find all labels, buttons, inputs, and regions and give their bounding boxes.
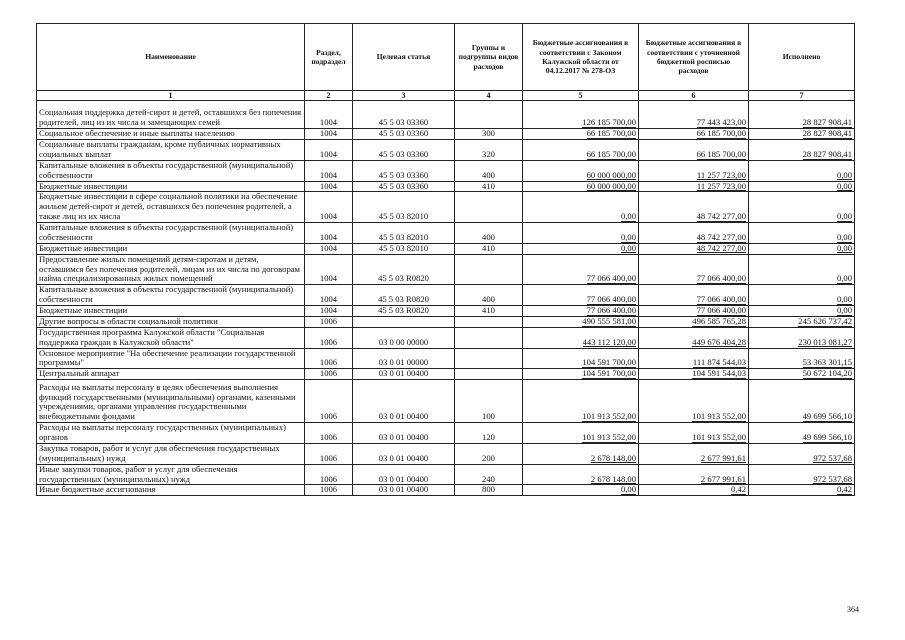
header-refined-allocation: Бюджетные ассигнования в соответствии с уточненной бюджетной росписью расходов: [639, 24, 749, 91]
row-target-article: 03 0 01 00400: [353, 485, 455, 496]
amount-value: 0,00: [836, 231, 852, 242]
row-target-article: 45 5 03 03360: [353, 140, 455, 161]
column-number: 1: [37, 91, 305, 101]
row-refined-allocation: [639, 181, 749, 192]
row-law-allocation: [523, 348, 639, 369]
row-law-allocation: [523, 369, 639, 380]
row-executed: [749, 285, 855, 306]
amount-value: 104 591 544,03: [692, 368, 746, 379]
amount-value: 0,00: [836, 243, 852, 253]
table-header-row: [37, 24, 855, 91]
amount-value: 28 827 908,41: [802, 117, 852, 128]
row-executed: [749, 254, 855, 285]
amount-value: 126 185 700,00: [582, 117, 636, 128]
header-target: Целевая статья: [353, 24, 455, 91]
table-body: [37, 101, 855, 496]
row-expense-group: 240: [455, 464, 523, 485]
amount-value: 0,42: [730, 484, 746, 495]
amount-value: 77 066 400,00: [586, 305, 636, 316]
row-expense-group: 410: [455, 306, 523, 317]
amount-value: 11 257 723,00: [696, 169, 746, 180]
amount-value: 77 066 400,00: [586, 294, 636, 305]
amount-value: 101 913 552,00: [692, 411, 746, 422]
table-row: [37, 129, 855, 140]
row-name: Бюджетные инвестиции: [37, 306, 305, 317]
amount-value: 101 913 552,00: [692, 432, 746, 443]
row-refined-allocation: [639, 369, 749, 380]
row-section: 1006: [305, 423, 353, 444]
row-name: Капитальные вложения в объекты государственной (муниципальной) собственности: [37, 223, 305, 244]
row-name: Капитальные вложения в объекты государственной (муниципальной) собственности: [37, 160, 305, 181]
table-row: [37, 327, 855, 348]
amount-value: 2 678 148,00: [590, 473, 636, 484]
amount-value: 0,00: [620, 211, 636, 222]
header-group: Группы и подгруппы видов расходов: [455, 24, 523, 91]
row-target-article: 45 5 03 R0820: [353, 285, 455, 306]
row-name: Государственная программа Калужской области "Социальная поддержка граждан в Калужской области": [37, 327, 305, 348]
row-executed: [749, 101, 855, 129]
row-name: Капитальные вложения в объекты государственной (муниципальной) собственности: [37, 285, 305, 306]
amount-value: 104 591 700,00: [582, 368, 636, 379]
row-law-allocation: [523, 140, 639, 161]
row-name: Иные закупки товаров, работ и услуг для обеспечения государственных (муниципальных) нужд: [37, 464, 305, 485]
row-refined-allocation: [639, 223, 749, 244]
row-target-article: 45 5 03 82010: [353, 243, 455, 254]
row-name: Бюджетные инвестиции: [37, 181, 305, 192]
column-number: 4: [455, 91, 523, 101]
row-executed: [749, 348, 855, 369]
row-section: 1006: [305, 369, 353, 380]
row-target-article: 03 0 01 00000: [353, 348, 455, 369]
row-target-article: 45 5 03 82010: [353, 223, 455, 244]
row-section: 1004: [305, 254, 353, 285]
row-name: Центральный аппарат: [37, 369, 305, 380]
row-executed: [749, 306, 855, 317]
row-executed: [749, 192, 855, 223]
amount-value: 77 066 400,00: [696, 273, 746, 284]
row-executed: [749, 423, 855, 444]
row-executed: [749, 223, 855, 244]
amount-value: 77 066 400,00: [586, 273, 636, 284]
table-row: [37, 423, 855, 444]
row-executed: [749, 443, 855, 464]
table-row: [37, 243, 855, 254]
row-section: 1004: [305, 306, 353, 317]
row-law-allocation: [523, 443, 639, 464]
amount-value: 443 112 120,00: [582, 336, 636, 347]
row-target-article: 03 0 00 00000: [353, 327, 455, 348]
row-section: 1006: [305, 316, 353, 327]
row-refined-allocation: [639, 192, 749, 223]
row-expense-group: 410: [455, 243, 523, 254]
row-name: Закупка товаров, работ и услуг для обеспечения государственных (муниципальных) нужд: [37, 443, 305, 464]
row-expense-group: [455, 348, 523, 369]
row-law-allocation: [523, 380, 639, 423]
row-refined-allocation: [639, 140, 749, 161]
row-refined-allocation: [639, 129, 749, 140]
row-executed: [749, 327, 855, 348]
amount-value: 49 699 566,10: [802, 432, 852, 443]
budget-document: [36, 23, 854, 496]
row-law-allocation: [523, 192, 639, 223]
amount-value: 66 185 700,00: [696, 128, 746, 139]
amount-value: 28 827 908,41: [802, 148, 852, 159]
table-row: [37, 306, 855, 317]
row-target-article: 45 5 03 R0820: [353, 254, 455, 285]
row-refined-allocation: [639, 306, 749, 317]
amount-value: 66 185 700,00: [586, 128, 636, 139]
row-target-article: 45 5 03 03360: [353, 101, 455, 129]
row-refined-allocation: [639, 243, 749, 254]
row-name: Социальное обеспечение и иные выплаты населению: [37, 129, 305, 140]
row-section: 1004: [305, 129, 353, 140]
row-name: Основное мероприятие "На обеспечение реализации государственной программы": [37, 348, 305, 369]
row-expense-group: 300: [455, 129, 523, 140]
amount-value: 2 677 991,61: [700, 452, 746, 463]
amount-value: 0,00: [620, 484, 636, 495]
row-section: 1004: [305, 192, 353, 223]
row-executed: [749, 369, 855, 380]
amount-value: 0,00: [836, 211, 852, 222]
amount-value: 0,00: [836, 169, 852, 180]
row-expense-group: 400: [455, 160, 523, 181]
amount-value: 972 537,68: [813, 452, 852, 463]
row-target-article: 45 5 03 03360: [353, 160, 455, 181]
row-law-allocation: [523, 464, 639, 485]
row-name: Социальные выплаты гражданам, кроме публичных нормативных социальных выплат: [37, 140, 305, 161]
row-expense-group: [455, 192, 523, 223]
row-expense-group: [455, 101, 523, 129]
row-target-article: 03 0 01 00400: [353, 369, 455, 380]
row-executed: [749, 181, 855, 192]
column-number: 7: [749, 91, 855, 101]
table-row: [37, 223, 855, 244]
row-law-allocation: [523, 129, 639, 140]
row-expense-group: 400: [455, 223, 523, 244]
row-law-allocation: [523, 485, 639, 496]
row-expense-group: 800: [455, 485, 523, 496]
row-expense-group: 400: [455, 285, 523, 306]
row-target-article: 45 5 03 82010: [353, 192, 455, 223]
row-refined-allocation: [639, 464, 749, 485]
amount-value: 77 066 400,00: [696, 294, 746, 305]
row-law-allocation: [523, 306, 639, 317]
header-executed: Исполнено: [749, 24, 855, 91]
row-expense-group: [455, 316, 523, 327]
row-law-allocation: [523, 327, 639, 348]
amount-value: 48 742 277,00: [696, 231, 746, 242]
row-expense-group: [455, 254, 523, 285]
amount-value: 77 443 423,00: [696, 117, 746, 128]
amount-value: 449 676 404,28: [692, 336, 746, 347]
row-name: Иные бюджетные ассигнования: [37, 485, 305, 496]
row-executed: [749, 464, 855, 485]
row-law-allocation: [523, 243, 639, 254]
row-expense-group: 100: [455, 380, 523, 423]
table-row: [37, 443, 855, 464]
table-row: [37, 369, 855, 380]
amount-value: 53 363 301,15: [802, 357, 852, 368]
amount-value: 11 257 723,00: [696, 181, 746, 191]
column-number: 2: [305, 91, 353, 101]
table-row: [37, 285, 855, 306]
row-expense-group: 320: [455, 140, 523, 161]
row-target-article: 45 5 03 03360: [353, 129, 455, 140]
row-section: 1006: [305, 348, 353, 369]
table-row: [37, 101, 855, 129]
row-refined-allocation: [639, 316, 749, 327]
row-section: 1006: [305, 485, 353, 496]
header-section: Раздел, подраздел: [305, 24, 353, 91]
row-expense-group: 200: [455, 443, 523, 464]
page-number: 364: [847, 605, 859, 614]
amount-value: 111 874 544,03: [692, 357, 746, 368]
row-section: 1004: [305, 181, 353, 192]
table-row: [37, 348, 855, 369]
row-target-article: 45 5 03 R0820: [353, 306, 455, 317]
amount-value: 230 013 081,27: [798, 336, 852, 347]
table-row: [37, 316, 855, 327]
amount-value: 490 555 581,00: [582, 316, 636, 326]
row-section: 1004: [305, 140, 353, 161]
column-number: 3: [353, 91, 455, 101]
row-refined-allocation: [639, 443, 749, 464]
amount-value: 66 185 700,00: [586, 148, 636, 159]
amount-value: 2 678 148,00: [590, 452, 636, 463]
row-executed: [749, 243, 855, 254]
amount-value: 0,00: [836, 181, 852, 191]
amount-value: 66 185 700,00: [696, 148, 746, 159]
row-refined-allocation: [639, 485, 749, 496]
row-section: 1004: [305, 243, 353, 254]
row-refined-allocation: [639, 327, 749, 348]
row-law-allocation: [523, 181, 639, 192]
row-law-allocation: [523, 423, 639, 444]
row-section: 1004: [305, 285, 353, 306]
row-section: 1006: [305, 443, 353, 464]
row-target-article: 03 0 01 00400: [353, 464, 455, 485]
column-number: 6: [639, 91, 749, 101]
row-target-article: [353, 316, 455, 327]
row-section: 1004: [305, 101, 353, 129]
row-expense-group: 120: [455, 423, 523, 444]
table-row: [37, 485, 855, 496]
row-section: 1006: [305, 380, 353, 423]
amount-value: 2 677 991,61: [700, 473, 746, 484]
amount-value: 0,00: [620, 243, 636, 253]
table-row: [37, 160, 855, 181]
amount-value: 101 913 552,00: [582, 411, 636, 422]
amount-value: 28 827 908,41: [802, 128, 852, 139]
row-executed: [749, 160, 855, 181]
row-refined-allocation: [639, 254, 749, 285]
amount-value: 496 585 765,28: [692, 316, 746, 326]
column-number: 5: [523, 91, 639, 101]
row-executed: [749, 129, 855, 140]
amount-value: 48 742 277,00: [696, 243, 746, 253]
row-law-allocation: [523, 223, 639, 244]
amount-value: 972 537,68: [813, 473, 852, 484]
table-row: [37, 380, 855, 423]
row-refined-allocation: [639, 285, 749, 306]
row-name: Другие вопросы в области социальной политики: [37, 316, 305, 327]
row-target-article: 03 0 01 00400: [353, 423, 455, 444]
row-law-allocation: [523, 254, 639, 285]
row-name: Расходы на выплаты персоналу в целях обеспечения выполнения функций государственными (муниципальными) органами, казенными учреждениями, органами управления государственными внебюджетными фондами: [37, 380, 305, 423]
table-row: [37, 254, 855, 285]
row-name: Бюджетные инвестиции: [37, 243, 305, 254]
row-name: Предоставление жилых помещений детям-сиротам и детям, оставшимся без попечения родителей, лицам из их числа по договорам найма специализированных жилых помещений: [37, 254, 305, 285]
row-expense-group: 410: [455, 181, 523, 192]
amount-value: 104 591 700,00: [582, 357, 636, 368]
amount-value: 49 699 566,10: [802, 411, 852, 422]
row-law-allocation: [523, 101, 639, 129]
amount-value: 60 000 000,00: [586, 181, 636, 191]
row-expense-group: [455, 369, 523, 380]
row-name: Социальная поддержка детей-сирот и детей, оставшихся без попечения родителей, лиц из их числа и замещающих семей: [37, 101, 305, 129]
amount-value: 60 000 000,00: [586, 169, 636, 180]
table-row: [37, 140, 855, 161]
row-refined-allocation: [639, 423, 749, 444]
table-row: [37, 464, 855, 485]
row-name: Расходы на выплаты персоналу государственных (муниципальных) органов: [37, 423, 305, 444]
amount-value: 48 742 277,00: [696, 211, 746, 222]
row-executed: [749, 140, 855, 161]
row-law-allocation: [523, 316, 639, 327]
row-name: Бюджетные инвестиции в сфере социальной политики на обеспечение жильем детей-сирот и детей, оставшихся без попечения родителей, а также лиц из их числа: [37, 192, 305, 223]
header-name: Наименование: [37, 24, 305, 91]
row-section: 1004: [305, 223, 353, 244]
amount-value: 245 626 737,42: [798, 316, 852, 326]
amount-value: 0,00: [836, 294, 852, 305]
row-law-allocation: [523, 285, 639, 306]
row-target-article: 03 0 01 00400: [353, 380, 455, 423]
row-executed: [749, 380, 855, 423]
row-section: 1004: [305, 160, 353, 181]
column-number-row: [37, 91, 855, 101]
row-section: 1006: [305, 464, 353, 485]
row-law-allocation: [523, 160, 639, 181]
row-refined-allocation: [639, 101, 749, 129]
row-target-article: 03 0 01 00400: [353, 443, 455, 464]
row-executed: [749, 316, 855, 327]
row-target-article: 45 5 03 03360: [353, 181, 455, 192]
row-refined-allocation: [639, 160, 749, 181]
table-row: [37, 181, 855, 192]
row-executed: [749, 485, 855, 496]
row-refined-allocation: [639, 348, 749, 369]
table-row: [37, 192, 855, 223]
row-refined-allocation: [639, 380, 749, 423]
amount-value: 0,00: [620, 231, 636, 242]
amount-value: 77 066 400,00: [696, 305, 746, 316]
amount-value: 101 913 552,00: [582, 432, 636, 443]
amount-value: 0,00: [836, 273, 852, 284]
budget-table: [36, 23, 855, 496]
amount-value: 50 672 104,20: [802, 368, 852, 379]
amount-value: 0,00: [836, 305, 852, 316]
row-section: 1006: [305, 327, 353, 348]
row-expense-group: [455, 327, 523, 348]
amount-value: 0,42: [836, 484, 852, 495]
header-law-allocation: Бюджетные ассигнования в соответствии с Законом Калужской области от 04.12.2017 № 278-ОЗ: [523, 24, 639, 91]
